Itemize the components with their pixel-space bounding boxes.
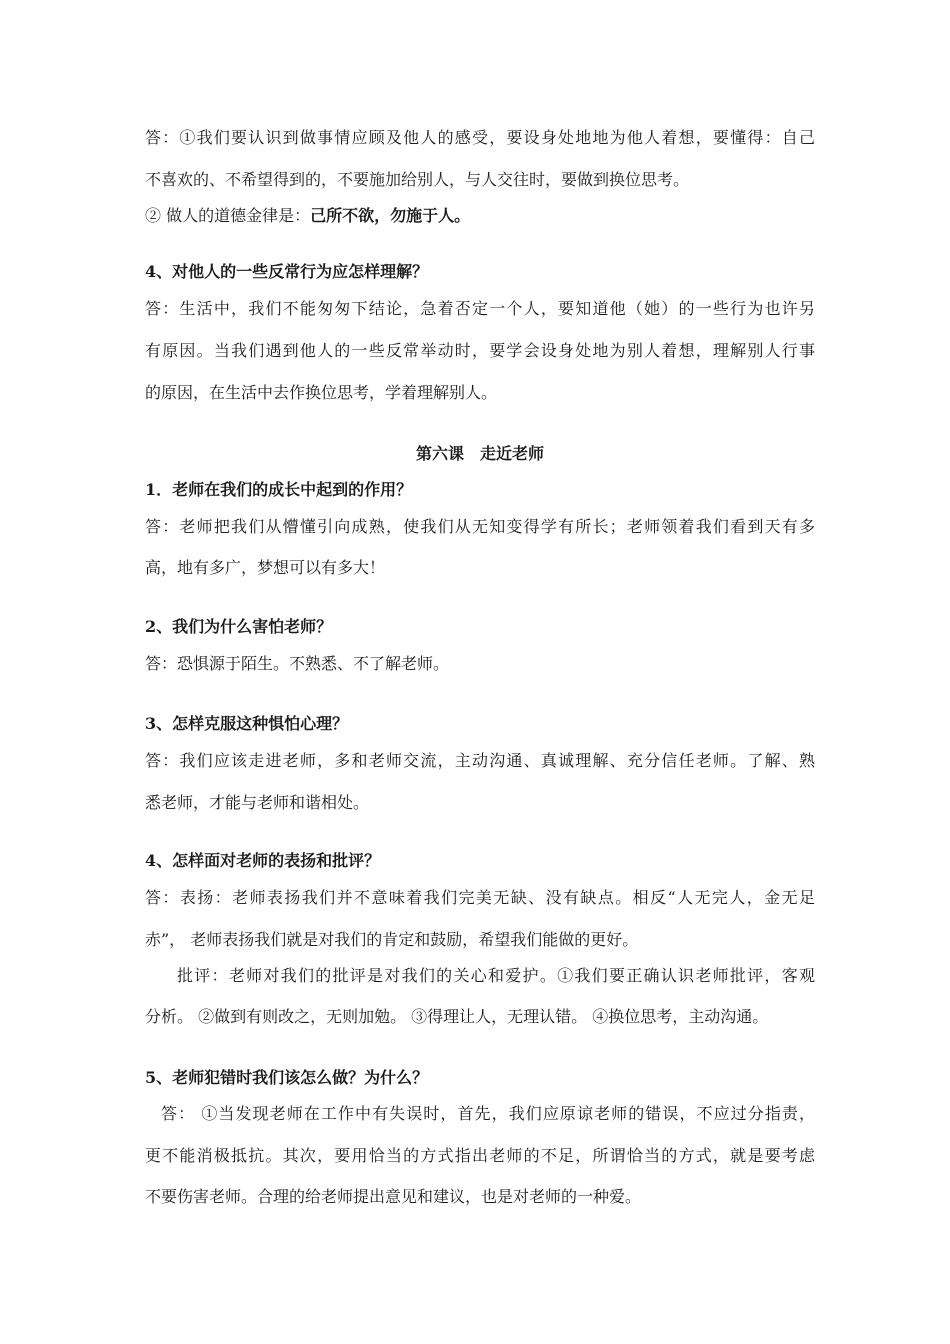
answer-line: 分析。 ②做到有则改之，无则加勉。 ③得理让人，无理认错。 ④换位思考，主动沟通。 <box>145 1007 769 1026</box>
golden-rule-line <box>145 206 815 226</box>
answer-line: 答：恐惧源于陌生。不熟悉、不了解老师。 <box>145 654 450 673</box>
answer-line: 答：我们应该走进老师，多和老师交流，主动沟通、真诚理解、充分信任老师。了解、熟 <box>145 751 815 770</box>
answer-line: 的原因，在生活中去作换位思考，学着理解别人。 <box>145 383 498 402</box>
question-heading: 4、对他人的一些反常行为应怎样理解？ <box>145 262 429 281</box>
question-heading: 5、老师犯错时我们该怎么做？为什么？ <box>145 1068 429 1087</box>
answer-line: 答：生活中，我们不能匆匆下结论，急着否定一个人，要知道他（她）的一些行为也许另 <box>145 299 815 318</box>
answer-line: 不喜欢的、不希望得到的，不要施加给别人，与人交往时，要做到换位思考。 <box>145 170 690 189</box>
question-heading: 3、怎样克服这种惧怕心理？ <box>145 714 349 733</box>
lesson-title: 第六课 走近老师 <box>415 444 544 463</box>
question-heading: 2、我们为什么害怕老师？ <box>145 617 333 636</box>
answer-line: 答：表扬：老师表扬我们并不意味着我们完美无缺、没有缺点。相反“人无完人，金无足 <box>145 888 815 907</box>
answer-line: 不要伤害老师。合理的给老师提出意见和建议，也是对老师的一种爱。 <box>145 1187 642 1206</box>
question-heading: 1．老师在我们的成长中起到的作用？ <box>145 480 413 499</box>
answer-line: 高，地有多广，梦想可以有多大！ <box>145 558 386 577</box>
answer-line: 答： ①当发现老师在工作中有失误时，首先，我们应原谅老师的错误，不应过分指责， <box>161 1104 815 1123</box>
answer-line: 批评：老师对我们的批评是对我们的关心和爱护。①我们要正确认识老师批评，客观 <box>177 966 815 985</box>
answer-line: 悉老师，才能与老师和谐相处。 <box>145 793 370 812</box>
answer-line: 答：①我们要认识到做事情应顾及他人的感受，要设身处地地为他人着想，要懂得：自己 <box>145 128 815 147</box>
answer-line: 更不能消极抵抗。其次，要用恰当的方式指出老师的不足，所谓恰当的方式，就是要考虑 <box>145 1146 815 1165</box>
golden-rule-text: 己所不欲，勿施于人。 <box>310 206 471 225</box>
answer-line: 答：老师把我们从懵懂引向成熟，使我们从无知变得学有所长；老师领着我们看到天有多 <box>145 517 815 536</box>
answer-line: 有原因。当我们遇到他人的一些反常举动时，要学会设身处地为别人着想，理解别人行事 <box>145 341 815 360</box>
golden-rule-prefix: ② 做人的道德金律是： <box>145 206 311 225</box>
question-heading: 4、怎样面对老师的表扬和批评？ <box>145 851 381 870</box>
answer-line: 赤”， 老师表扬我们就是对我们的肯定和鼓励，希望我们能做的更好。 <box>145 930 639 949</box>
